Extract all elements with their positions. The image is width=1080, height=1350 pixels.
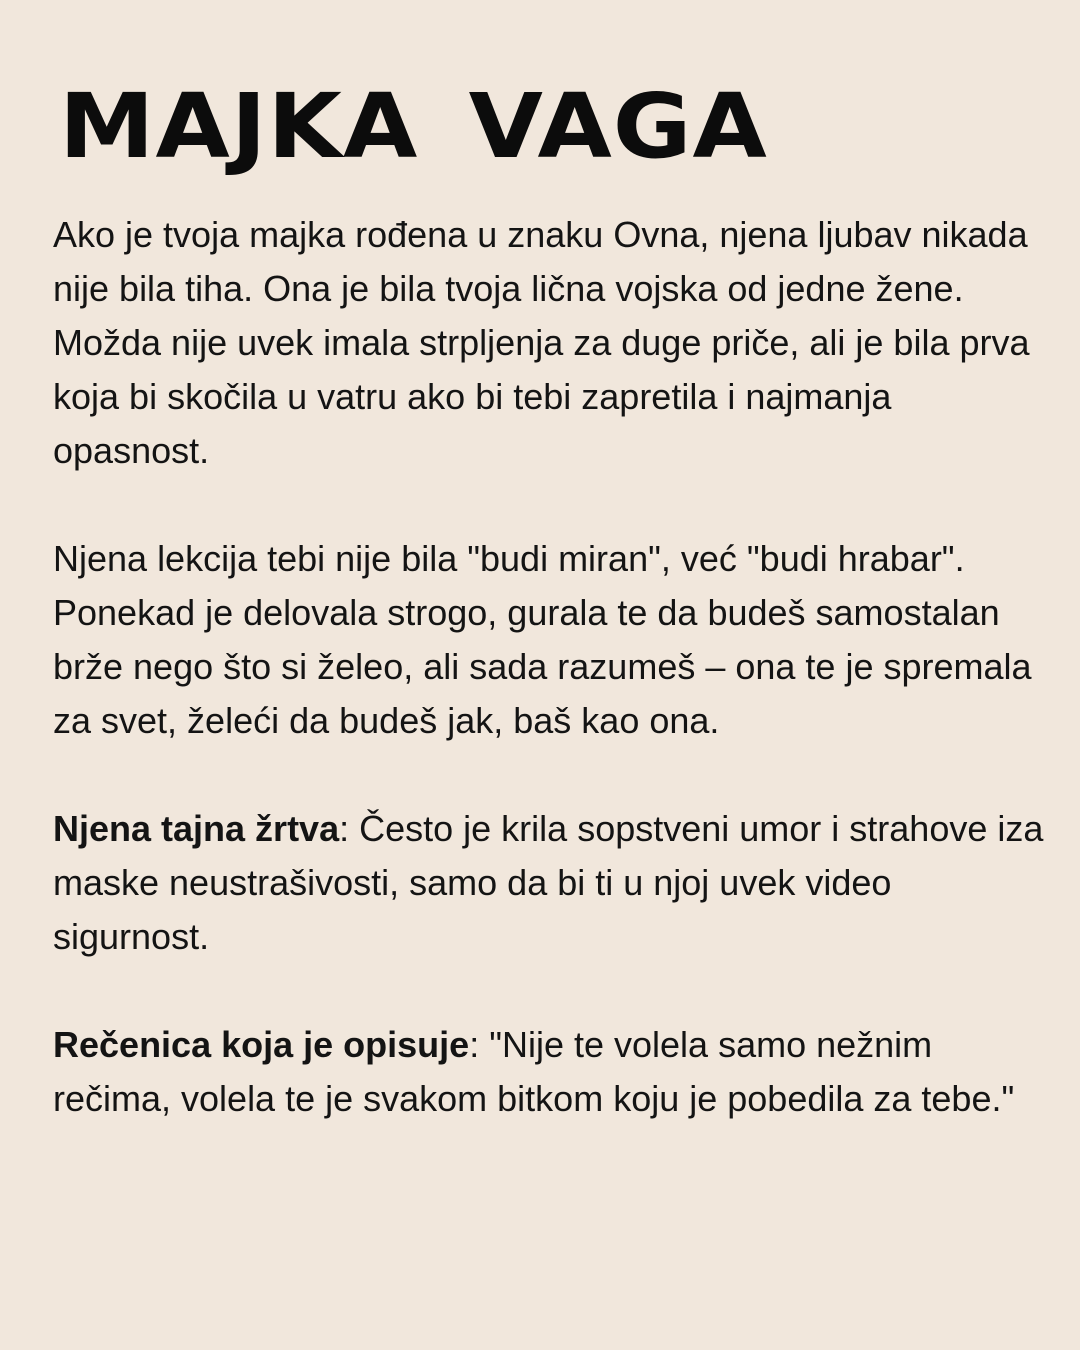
paragraph-intro — [53, 208, 1053, 478]
paragraph-secret-sacrifice — [53, 802, 1053, 964]
article-body — [53, 208, 1053, 1180]
paragraph-lesson — [53, 532, 1053, 748]
paragraph-describing-sentence — [53, 1018, 1053, 1126]
paragraph-text: : Često je krila sopstveni umor i strahove iza maske neustrašivosti, samo da bi ti u njoj uvek video sigurnost. — [53, 808, 1044, 957]
page-title: MAJKA VAGA — [59, 74, 768, 179]
paragraph-text: Ako je tvoja majka rođena u znaku Ovna, njena ljubav nikada nije bila tiha. Ona je bila tvoja lična vojska od jedne žene. Možda nije uvek imala strpljenja za duge priče, ali je bila prva koja bi skočila u vatru ako bi tebi zapretila i najmanja opasnost. — [53, 214, 1030, 471]
paragraph-label: Rečenica koja je opisuje — [53, 1024, 470, 1065]
paragraph-text: Njena lekcija tebi nije bila "budi miran", već "budi hrabar". Ponekad je delovala strogo, gurala te da budeš samostalan brže nego što si želeo, ali sada razumeš – ona te je spremala za svet, želeći da budeš jak, baš kao ona. — [53, 538, 1032, 741]
paragraph-label: Njena tajna žrtva — [53, 808, 340, 849]
paragraph-text: : "Nije te volela samo nežnim rečima, volela te je svakom bitkom koju je pobedila za tebe." — [53, 1024, 1015, 1119]
